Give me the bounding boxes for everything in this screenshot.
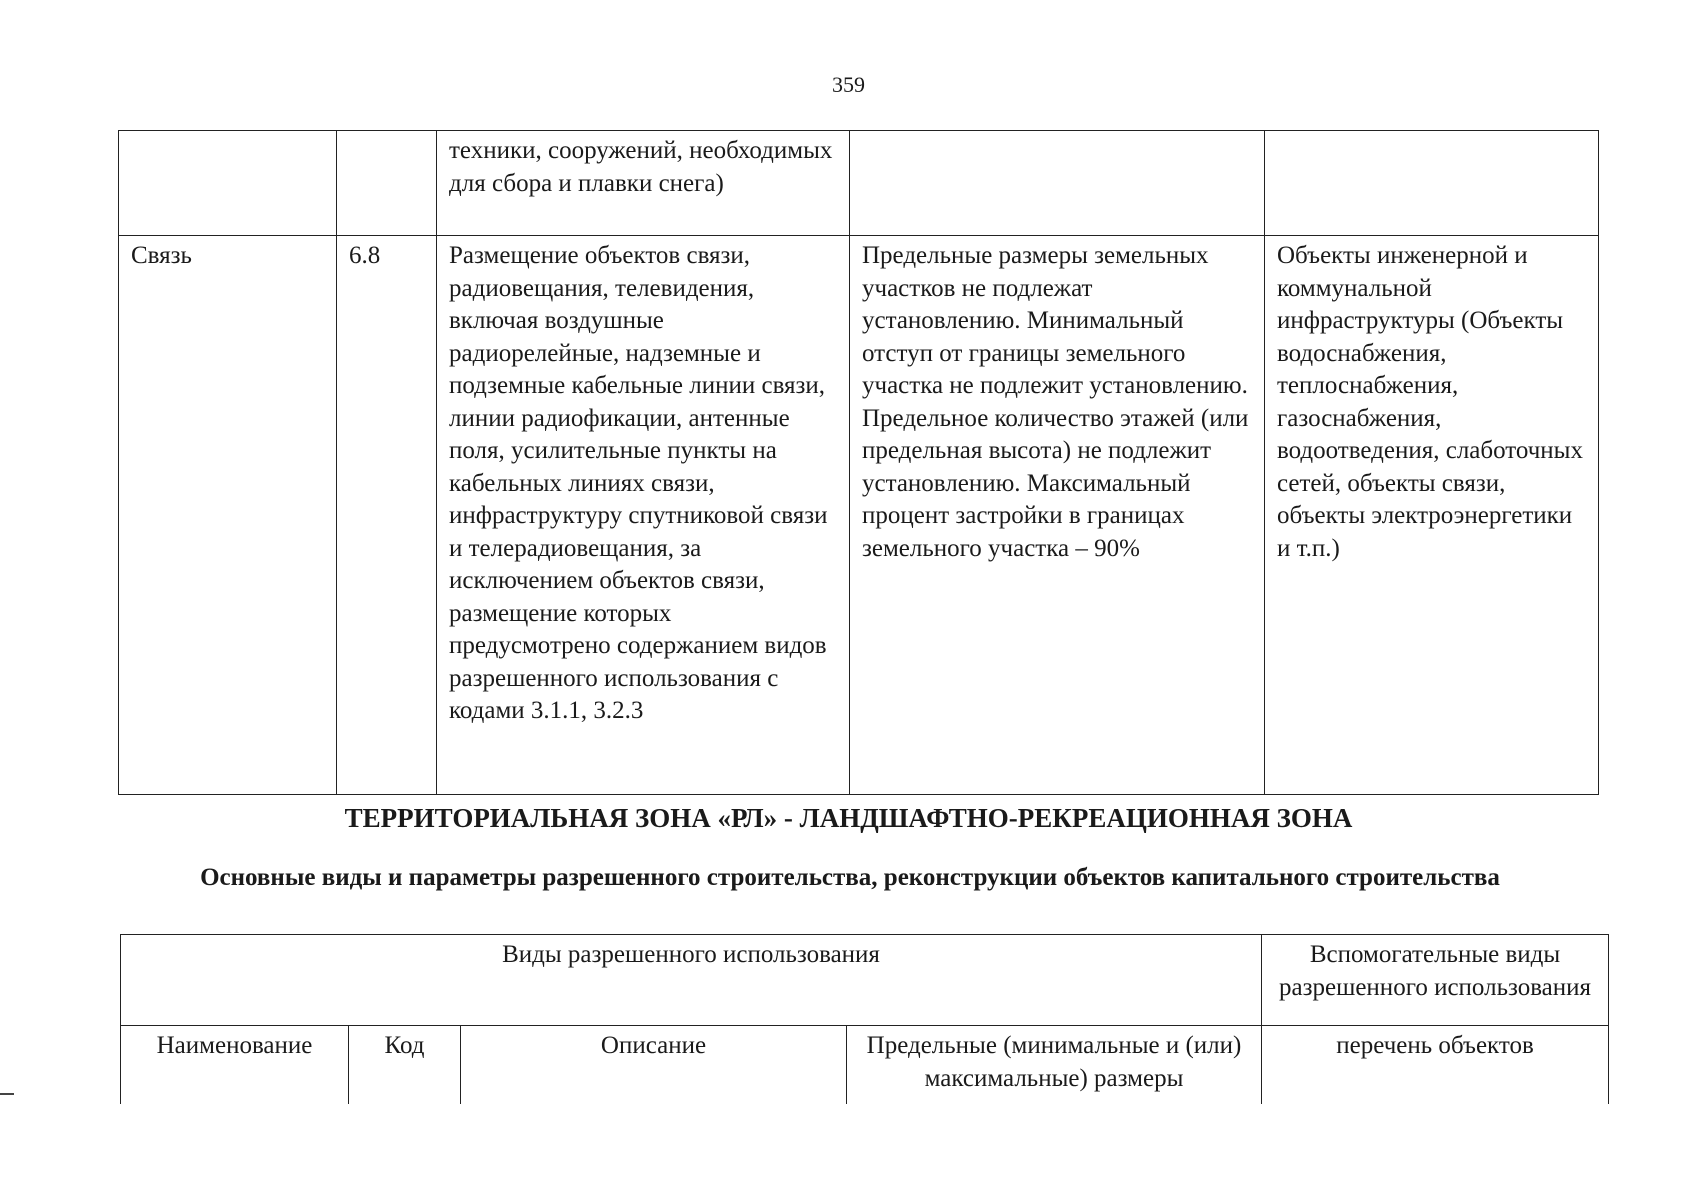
name-cell: Связь — [119, 236, 337, 795]
name-cell — [119, 131, 337, 236]
code-cell: 6.8 — [337, 236, 437, 795]
header-row — [121, 935, 1609, 1026]
description-cell: техники, сооружений, необходимых для сбора и плавки снега) — [437, 131, 850, 236]
auxiliary-cell — [1265, 131, 1599, 236]
column-header-row — [121, 1026, 1609, 1105]
description-cell: Размещение объектов связи, радиовещания, телевидения, включая воздушные радиорелейные, надземные и подземные кабельные линии связи, линии радиофикации, антенные поля, усилительные пункты на кабельных линиях связи, инфраструктуру спутниковой связи и телерадиовещания, за исключением объектов связи, размещение которых предусмотрено содержанием видов разрешенного использования с кодами 3.1.1, 3.2.3 — [437, 236, 850, 795]
margin-mark — [0, 1093, 14, 1095]
column-parameters: Предельные (минимальные и (или) максимальные) размеры — [847, 1026, 1262, 1105]
column-code: Код — [349, 1026, 461, 1105]
column-name: Наименование — [121, 1026, 349, 1105]
zone-table-header — [120, 934, 1609, 1104]
parameters-cell — [850, 131, 1265, 236]
header-main: Виды разрешенного использования — [121, 935, 1262, 1026]
table-row — [119, 236, 1599, 795]
table-row — [119, 131, 1599, 236]
continued-table — [118, 130, 1599, 795]
code-cell — [337, 131, 437, 236]
header-aux: Вспомогательные виды разрешенного использования — [1262, 935, 1609, 1026]
column-description: Описание — [461, 1026, 847, 1105]
zone-title: ТЕРРИТОРИАЛЬНАЯ ЗОНА «РЛ» - ЛАНДШАФТНО-РЕКРЕАЦИОННАЯ ЗОНА — [344, 803, 1353, 833]
auxiliary-cell: Объекты инженерной и коммунальной инфраструктуры (Объекты водоснабжения, теплоснабжения, газоснабжения, водоотведения, слаботочных сетей, объекты связи, объекты электроэнергетики и т.п.) — [1265, 236, 1599, 795]
page-number: 359 — [832, 72, 865, 97]
section-subtitle: Основные виды и параметры разрешенного строительства, реконструкции объектов капитального строительства — [200, 864, 1500, 891]
column-aux-list: перечень объектов — [1262, 1026, 1609, 1105]
parameters-cell: Предельные размеры земельных участков не подлежат установлению. Минимальный отступ от границы земельного участка не подлежит установлению. Предельное количество этажей (или предельная высота) не подлежит установлению. Максимальный процент застройки в границах земельного участка – 90% — [850, 236, 1265, 795]
